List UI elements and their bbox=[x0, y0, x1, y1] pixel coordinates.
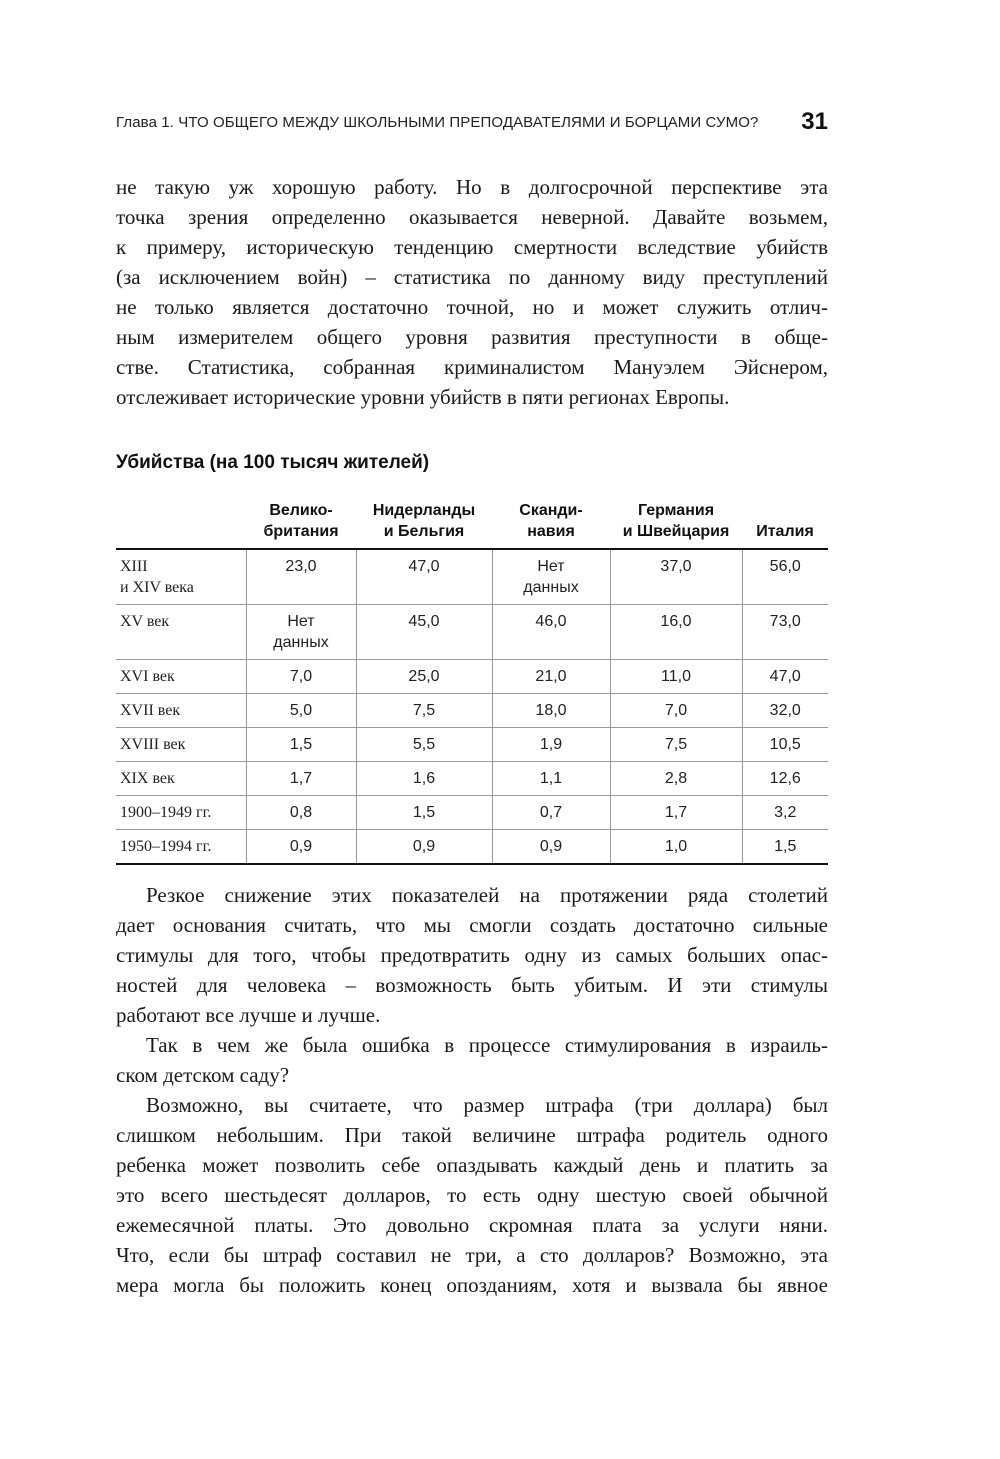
text-line: ным измерителем общего уровня развития преступности в обще- bbox=[116, 325, 828, 349]
text-line: ребенка может позволить себе опаздывать каждый день и платить за bbox=[116, 1153, 828, 1177]
paragraphs-after-table bbox=[116, 880, 828, 1300]
table-cell: 46,0 bbox=[492, 605, 610, 660]
paragraph bbox=[116, 172, 828, 412]
page-header bbox=[116, 108, 828, 142]
text-line: Что, если бы штраф составил не три, а сто долларов? Возможно, эта bbox=[116, 1243, 828, 1267]
table-cell: 1,5 bbox=[742, 830, 828, 865]
table-cell: 0,9 bbox=[492, 830, 610, 865]
table-cell: 56,0 bbox=[742, 549, 828, 605]
table-cell: 1,0 bbox=[610, 830, 742, 865]
column-header: Италия bbox=[742, 494, 828, 549]
table-cell: 0,9 bbox=[246, 830, 356, 865]
text-line: работают все лучше и лучше. bbox=[116, 1003, 381, 1027]
text-line: Так в чем же была ошибка в процессе стимулирования в израиль- bbox=[146, 1033, 828, 1057]
table-cell: 0,9 bbox=[356, 830, 492, 865]
column-header: Сканди- навия bbox=[492, 494, 610, 549]
text-line: дает основания считать, что мы смогли создать достаточно сильные bbox=[116, 913, 828, 937]
table-cell: 7,5 bbox=[356, 694, 492, 728]
table-cell: 1,9 bbox=[492, 728, 610, 762]
table-cell: 1,5 bbox=[246, 728, 356, 762]
table-cell: 5,5 bbox=[356, 728, 492, 762]
text-line: ежемесячной платы. Это довольно скромная плата за услуги няни. bbox=[116, 1213, 828, 1237]
table-cell: Нет данных bbox=[492, 549, 610, 605]
table-body bbox=[116, 549, 828, 864]
table-cell: 25,0 bbox=[356, 660, 492, 694]
table-cell: 7,0 bbox=[610, 694, 742, 728]
table-cell: 1,1 bbox=[492, 762, 610, 796]
row-period: XIX век bbox=[116, 762, 246, 796]
table-cell: 73,0 bbox=[742, 605, 828, 660]
table-cell: 45,0 bbox=[356, 605, 492, 660]
paragraph bbox=[116, 1090, 828, 1300]
table-row bbox=[116, 762, 828, 796]
table-cell: 16,0 bbox=[610, 605, 742, 660]
text-line: это всего шестьдесят долларов, то есть одну шестую своей обычной bbox=[116, 1183, 828, 1207]
text-line: точка зрения определенно оказывается неверной. Давайте возьмем, bbox=[116, 205, 828, 229]
table-cell: 32,0 bbox=[742, 694, 828, 728]
table-row bbox=[116, 605, 828, 660]
column-header: Велико- британия bbox=[246, 494, 356, 549]
table-title: Убийства (на 100 тысяч жителей) bbox=[116, 452, 430, 473]
page-number: 31 bbox=[801, 108, 828, 135]
text-line: мера могла бы положить конец опозданиям, хотя и вызвала бы явное bbox=[116, 1273, 828, 1297]
table-row bbox=[116, 796, 828, 830]
table-cell: 5,0 bbox=[246, 694, 356, 728]
table-cell: 7,0 bbox=[246, 660, 356, 694]
row-period: XVIII век bbox=[116, 728, 246, 762]
table-row bbox=[116, 660, 828, 694]
table-cell: 1,7 bbox=[610, 796, 742, 830]
text-line: слишком небольшим. При такой величине штрафа родитель одного bbox=[116, 1123, 828, 1147]
table-cell: 1,7 bbox=[246, 762, 356, 796]
text-line: к примеру, историческую тенденцию смертности вследствие убийств bbox=[116, 235, 828, 259]
text-line: не только является достаточно точной, но и может служить отлич- bbox=[116, 295, 828, 319]
paragraph-intro bbox=[116, 172, 828, 412]
table-cell: 0,7 bbox=[492, 796, 610, 830]
row-period: XIII и XIV века bbox=[116, 549, 246, 605]
text-line: стве. Статистика, собранная криминалистом Мануэлем Эйснером, bbox=[116, 355, 828, 379]
table-cell: 47,0 bbox=[742, 660, 828, 694]
text-line: ском детском саду? bbox=[116, 1063, 290, 1087]
table-cell: 7,5 bbox=[610, 728, 742, 762]
table-row bbox=[116, 728, 828, 762]
table-cell: 18,0 bbox=[492, 694, 610, 728]
table-cell: 2,8 bbox=[610, 762, 742, 796]
text-line: (за исключением войн) – статистика по данному виду преступлений bbox=[116, 265, 828, 289]
table-cell: 11,0 bbox=[610, 660, 742, 694]
table-cell: Нет данных bbox=[246, 605, 356, 660]
table-cell: 0,8 bbox=[246, 796, 356, 830]
table-row bbox=[116, 694, 828, 728]
row-period: XVII век bbox=[116, 694, 246, 728]
table-row bbox=[116, 830, 828, 865]
paragraph bbox=[116, 1030, 828, 1090]
text-line: ностей для человека – возможность быть убитым. И эти стимулы bbox=[116, 973, 828, 997]
text-line: отслеживает исторические уровни убийств в пяти регионах Европы. bbox=[116, 385, 730, 409]
text-line: стимулы для того, чтобы предотвратить одну из самых больших опас- bbox=[116, 943, 828, 967]
homicide-table bbox=[116, 494, 828, 865]
table-cell: 37,0 bbox=[610, 549, 742, 605]
column-header-period bbox=[116, 494, 246, 549]
text-line: Возможно, вы считаете, что размер штрафа (три доллара) был bbox=[146, 1093, 828, 1117]
table-cell: 47,0 bbox=[356, 549, 492, 605]
table-cell: 23,0 bbox=[246, 549, 356, 605]
table-cell: 1,5 bbox=[356, 796, 492, 830]
column-header: Германия и Швейцария bbox=[610, 494, 742, 549]
table-cell: 12,6 bbox=[742, 762, 828, 796]
row-period: 1950–1994 гг. bbox=[116, 830, 246, 865]
table-row bbox=[116, 549, 828, 605]
row-period: 1900–1949 гг. bbox=[116, 796, 246, 830]
paragraph bbox=[116, 880, 828, 1030]
table-header-row bbox=[116, 494, 828, 549]
table-cell: 10,5 bbox=[742, 728, 828, 762]
text-line: не такую уж хорошую работу. Но в долгосрочной перспективе эта bbox=[116, 175, 828, 199]
table-cell: 1,6 bbox=[356, 762, 492, 796]
column-header: Нидерланды и Бельгия bbox=[356, 494, 492, 549]
table-cell: 3,2 bbox=[742, 796, 828, 830]
chapter-title: Глава 1. ЧТО ОБЩЕГО МЕЖДУ ШКОЛЬНЫМИ ПРЕПОДАВАТЕЛЯМИ И БОРЦАМИ СУМО? bbox=[116, 114, 759, 131]
text-line: Резкое снижение этих показателей на протяжении ряда столетий bbox=[146, 883, 828, 907]
row-period: XVI век bbox=[116, 660, 246, 694]
row-period: XV век bbox=[116, 605, 246, 660]
table-cell: 21,0 bbox=[492, 660, 610, 694]
